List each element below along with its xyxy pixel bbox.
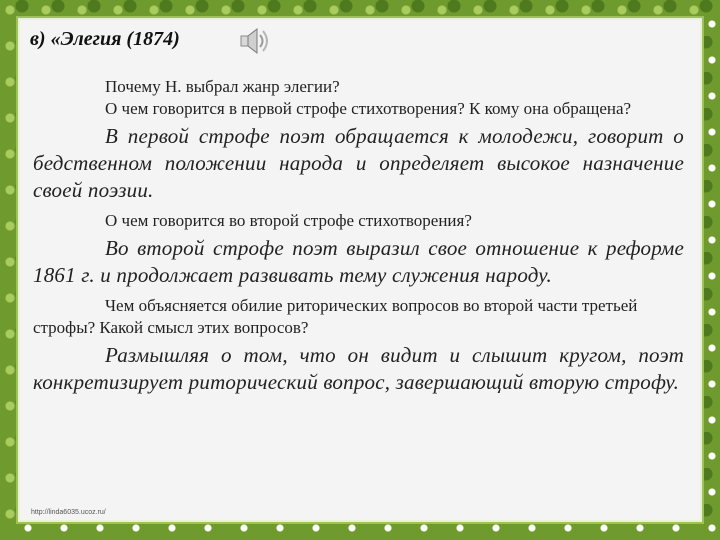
slide — [20, 20, 700, 520]
question-2: О чем говорится во второй строфе стихотворения? — [105, 211, 472, 230]
question-3: Чем объясняется обилие риторических вопросов во второй части третьей строфы? Какой смысл этих вопросов? — [33, 296, 638, 337]
answer-1: В первой строфе поэт обращается к молодежи, говорит о бедственном положении народа и определяет высокое назначение своей поэзии. — [33, 124, 684, 202]
footer-link[interactable]: http://linda6035.ucoz.ru/ — [31, 509, 106, 516]
question-1b: О чем говорится в первой строфе стихотворения? К кому она обращена? — [105, 99, 632, 118]
slide-title: в) «Элегия (1874) — [30, 28, 180, 50]
speaker-icon[interactable] — [238, 24, 272, 58]
answer-2: Во второй строфе поэт выразил свое отношение к реформе 1861 г. и продолжает развивать тему служения народу. — [33, 236, 684, 287]
slide-content — [33, 76, 684, 402]
question-1: Почему Н. выбрал жанр элегии? — [105, 77, 340, 96]
answer-3: Размышляя о том, что он видит и слышит кругом, поэт конкретизирует риторический вопрос, завершающий вторую строфу. — [33, 343, 684, 394]
